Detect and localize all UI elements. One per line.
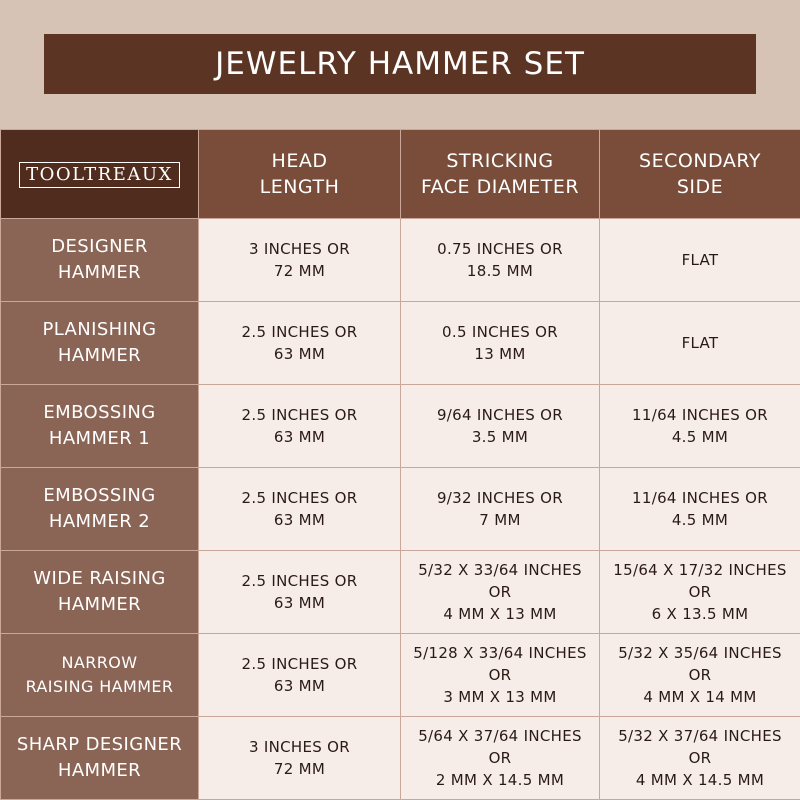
cell-line: 2.5 INCHES OR: [241, 655, 358, 673]
header-row: [1, 130, 800, 219]
cell-line: 2.5 INCHES OR: [241, 489, 358, 507]
hammer-name-cell: [1, 717, 199, 800]
cell-line: 4.5 MM: [671, 511, 729, 529]
head-length-cell: [199, 717, 401, 800]
cell-line: 4 MM X 13 MM: [443, 605, 557, 623]
face-diameter-cell: [401, 634, 600, 717]
cell-line: 5/32 X 33/64 INCHES: [418, 561, 582, 579]
cell-line: HAMMER: [57, 345, 142, 366]
cell-line: 3 MM X 13 MM: [443, 688, 557, 706]
cell-line: 2.5 INCHES OR: [241, 406, 358, 424]
table-row: [1, 385, 800, 468]
hammer-name-cell: [1, 634, 199, 717]
cell-line: 63 MM: [273, 677, 326, 695]
cell-line: NARROW: [61, 653, 138, 672]
cell-line: FLAT: [681, 334, 719, 352]
header-face-diameter: [401, 130, 600, 219]
cell-line: HAMMER: [57, 594, 142, 615]
secondary-side-cell: [600, 468, 800, 551]
cell-line: 63 MM: [273, 345, 326, 363]
face-diameter-cell: [401, 302, 600, 385]
cell-line: 0.75 INCHES OR: [437, 240, 563, 258]
cell-line: 4 MM X 14.5 MM: [635, 771, 765, 789]
cell-line: 9/32 INCHES OR: [436, 489, 564, 507]
cell-line: 13 MM: [474, 345, 526, 363]
cell-line: 5/32 X 37/64 INCHES: [618, 727, 782, 745]
brand-cell: [1, 130, 199, 219]
cell-line: OR: [688, 749, 712, 767]
cell-line: 5/128 X 33/64 INCHES: [413, 644, 587, 662]
cell-line: 6 X 13.5 MM: [651, 605, 749, 623]
cell-line: 72 MM: [273, 760, 326, 778]
cell-line: EMBOSSING: [43, 402, 156, 423]
header-line: SIDE: [676, 176, 724, 198]
cell-line: OR: [488, 666, 512, 684]
cell-line: 3 INCHES OR: [248, 738, 350, 756]
cell-line: OR: [688, 666, 712, 684]
head-length-cell: [199, 551, 401, 634]
cell-line: 3 INCHES OR: [248, 240, 350, 258]
cell-line: RAISING HAMMER: [25, 677, 174, 696]
header-secondary-side: [600, 130, 800, 219]
cell-line: OR: [488, 749, 512, 767]
cell-line: 11/64 INCHES OR: [632, 406, 768, 424]
cell-line: 4.5 MM: [671, 428, 729, 446]
cell-line: 63 MM: [273, 511, 326, 529]
head-length-cell: [199, 468, 401, 551]
hammer-name-cell: [1, 385, 199, 468]
cell-line: FLAT: [681, 251, 719, 269]
secondary-side-cell: [600, 717, 800, 800]
table-row: [1, 717, 800, 800]
cell-line: 5/64 X 37/64 INCHES: [418, 727, 582, 745]
hammer-name-cell: [1, 551, 199, 634]
cell-line: 63 MM: [273, 428, 326, 446]
cell-line: 7 MM: [479, 511, 521, 529]
secondary-side-cell: [600, 634, 800, 717]
cell-line: 9/64 INCHES OR: [436, 406, 564, 424]
cell-line: DESIGNER: [51, 236, 148, 257]
cell-line: HAMMER: [57, 262, 142, 283]
cell-line: 11/64 INCHES OR: [632, 489, 768, 507]
face-diameter-cell: [401, 468, 600, 551]
header-line: HEAD: [271, 150, 328, 172]
header-line: STRICKING: [446, 150, 554, 172]
header-line: SECONDARY: [639, 150, 761, 172]
face-diameter-cell: [401, 717, 600, 800]
secondary-side-cell: [600, 219, 800, 302]
cell-line: 2.5 INCHES OR: [241, 323, 358, 341]
head-length-cell: [199, 302, 401, 385]
cell-line: 15/64 X 17/32 INCHES: [613, 561, 787, 579]
hammer-name-cell: [1, 219, 199, 302]
face-diameter-cell: [401, 385, 600, 468]
head-length-cell: [199, 634, 401, 717]
secondary-side-cell: [600, 551, 800, 634]
cell-line: 0.5 INCHES OR: [442, 323, 558, 341]
cell-line: WIDE RAISING: [33, 568, 166, 589]
cell-line: 63 MM: [273, 594, 326, 612]
cell-line: 2.5 INCHES OR: [241, 572, 358, 590]
hammer-name-cell: [1, 302, 199, 385]
hammer-name-cell: [1, 468, 199, 551]
secondary-side-cell: [600, 385, 800, 468]
cell-line: OR: [688, 583, 712, 601]
cell-line: HAMMER: [57, 760, 142, 781]
header-head-length: [199, 130, 401, 219]
cell-line: EMBOSSING: [43, 485, 156, 506]
page-title: JEWELRY HAMMER SET: [215, 46, 585, 82]
cell-line: SHARP DESIGNER: [16, 734, 183, 755]
cell-line: 72 MM: [273, 262, 326, 280]
header-line: FACE DIAMETER: [420, 176, 580, 198]
secondary-side-cell: [600, 302, 800, 385]
head-length-cell: [199, 385, 401, 468]
cell-line: PLANISHING: [42, 319, 157, 340]
title-banner: [44, 34, 756, 94]
cell-line: 5/32 X 35/64 INCHES: [618, 644, 782, 662]
cell-line: 2 MM X 14.5 MM: [435, 771, 565, 789]
table-row: [1, 302, 800, 385]
face-diameter-cell: [401, 219, 600, 302]
table-row: [1, 219, 800, 302]
brand-logo: TOOLTREAUX: [19, 162, 180, 188]
header-line: LENGTH: [259, 176, 340, 198]
cell-line: 18.5 MM: [466, 262, 534, 280]
table-row: [1, 468, 800, 551]
cell-line: 3.5 MM: [471, 428, 529, 446]
cell-line: 4 MM X 14 MM: [643, 688, 757, 706]
cell-line: HAMMER 1: [48, 428, 151, 449]
head-length-cell: [199, 219, 401, 302]
table-row: [1, 634, 800, 717]
table-row: [1, 551, 800, 634]
face-diameter-cell: [401, 551, 600, 634]
cell-line: OR: [488, 583, 512, 601]
cell-line: HAMMER 2: [48, 511, 151, 532]
hammer-spec-table: [0, 129, 800, 800]
